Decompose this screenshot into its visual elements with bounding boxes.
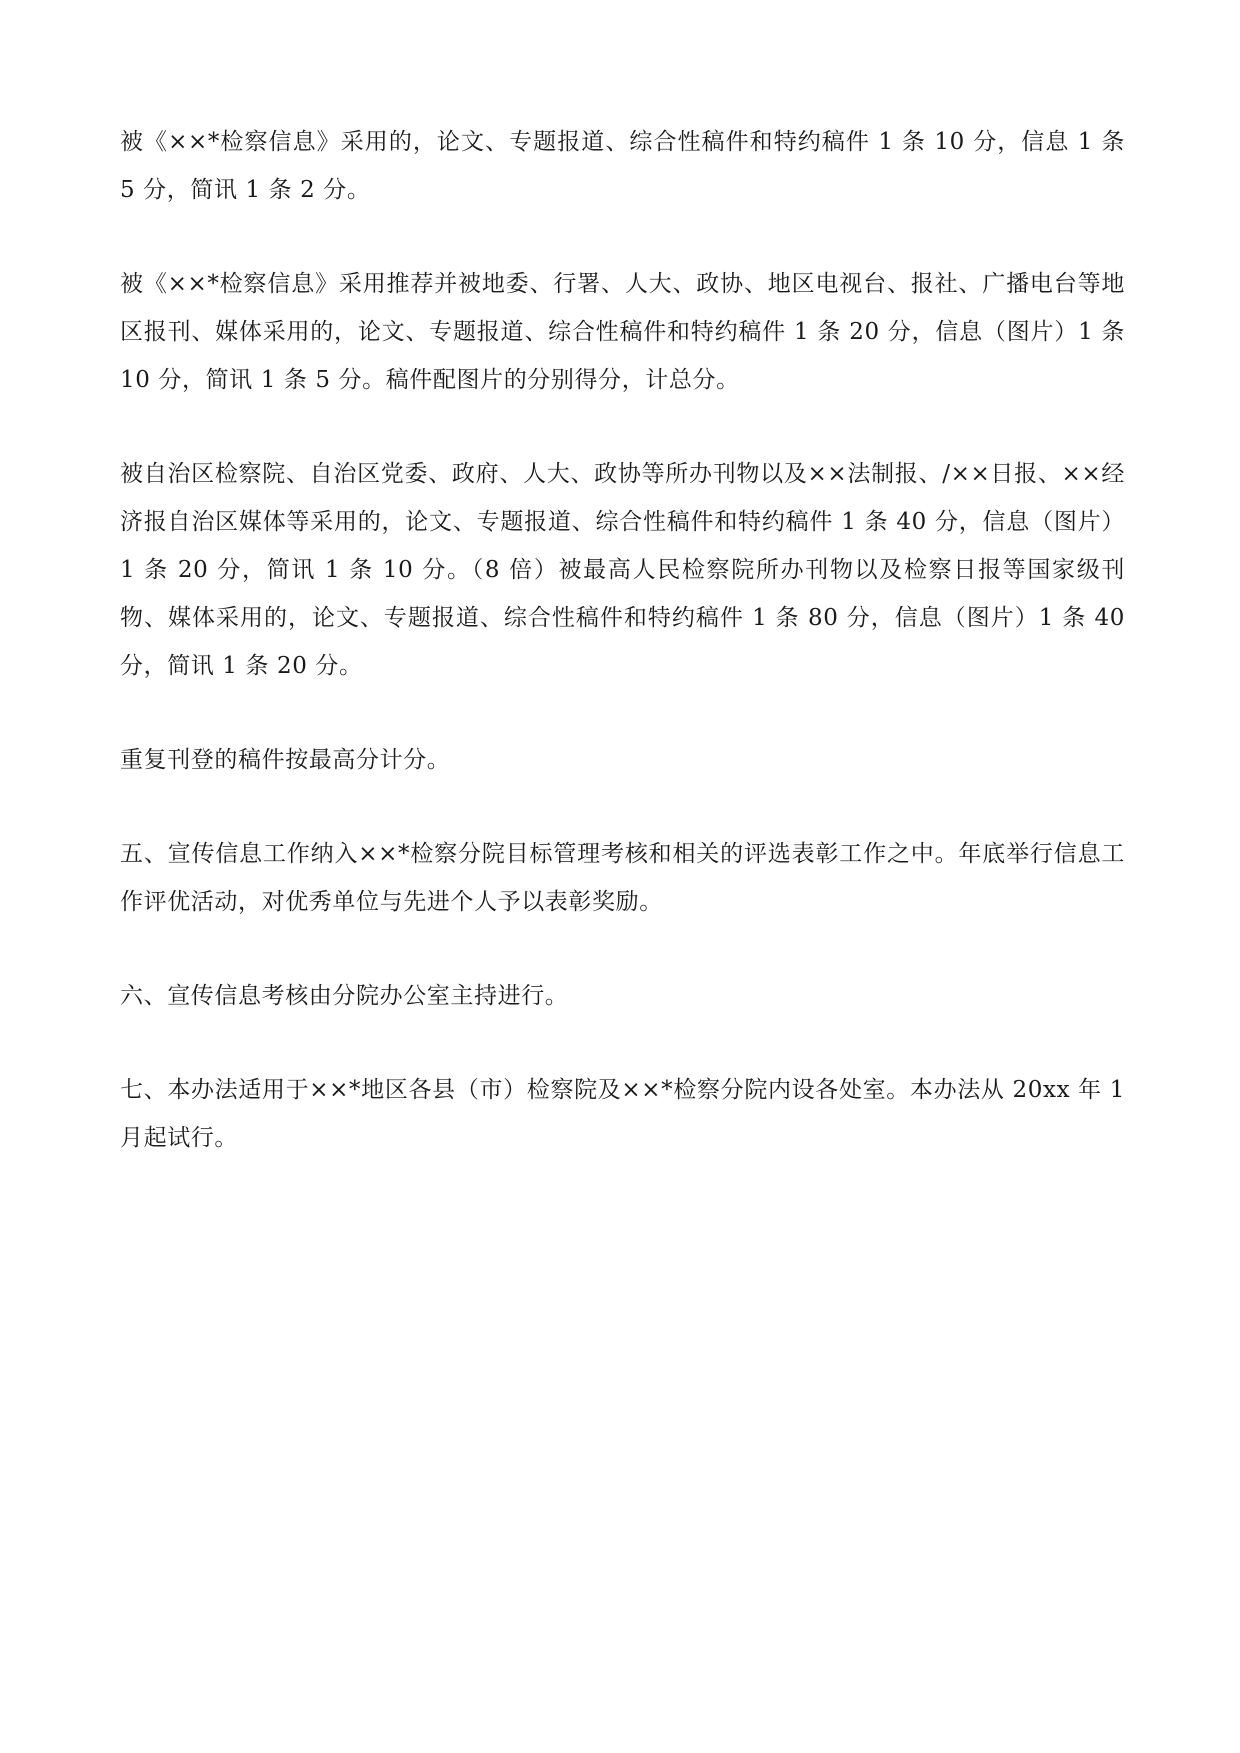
paragraph-item-six: 六、宣传信息考核由分院办公室主持进行。 — [120, 983, 569, 1009]
paragraph-item-five: 五、宣传信息工作纳入××*检察分院目标管理考核和相关的评选表彰工作之中。年底举行信息工作评优活动，对优秀单位与先进个人予以表彰奖励。 — [120, 841, 1125, 915]
paragraph-duplicate-rule: 重复刊登的稿件按最高分计分。 — [120, 747, 451, 773]
paragraph-scoring-local-info: 被《××*检察信息》采用的，论文、专题报道、综合性稿件和特约稿件 1 条 10 分，信息 1 条 5 分，简讯 1 条 2 分。 — [120, 129, 1125, 203]
paragraph-scoring-regional-media: 被《××*检察信息》采用推荐并被地委、行署、人大、政协、地区电视台、报社、广播电台等地区报刊、媒体采用的，论文、专题报道、综合性稿件和特约稿件 1 条 20 分，信息（图片）1 条 10 分，简讯 1 条 5 分。稿件配图片的分别得分，计总分。 — [120, 271, 1125, 393]
document-body — [120, 118, 1125, 1162]
paragraph-item-seven: 七、本办法适用于××*地区各县（市）检察院及××*检察分院内设各处室。本办法从 20xx 年 1 月起试行。 — [120, 1077, 1125, 1151]
paragraph-scoring-autonomous-national: 被自治区检察院、自治区党委、政府、人大、政协等所办刊物以及××法制报、/××日报、××经济报自治区媒体等采用的，论文、专题报道、综合性稿件和特约稿件 1 条 40 分，信息（图片）1 条 20 分，简讯 1 条 10 分。（8 倍）被最高人民检察院所办刊物以及检察日报等国家级刊物、媒体采用的，论文、专题报道、综合性稿件和特约稿件 1 条 80 分，信息（图片）1 条 40 分，简讯 1 条 20 分。 — [120, 461, 1125, 679]
